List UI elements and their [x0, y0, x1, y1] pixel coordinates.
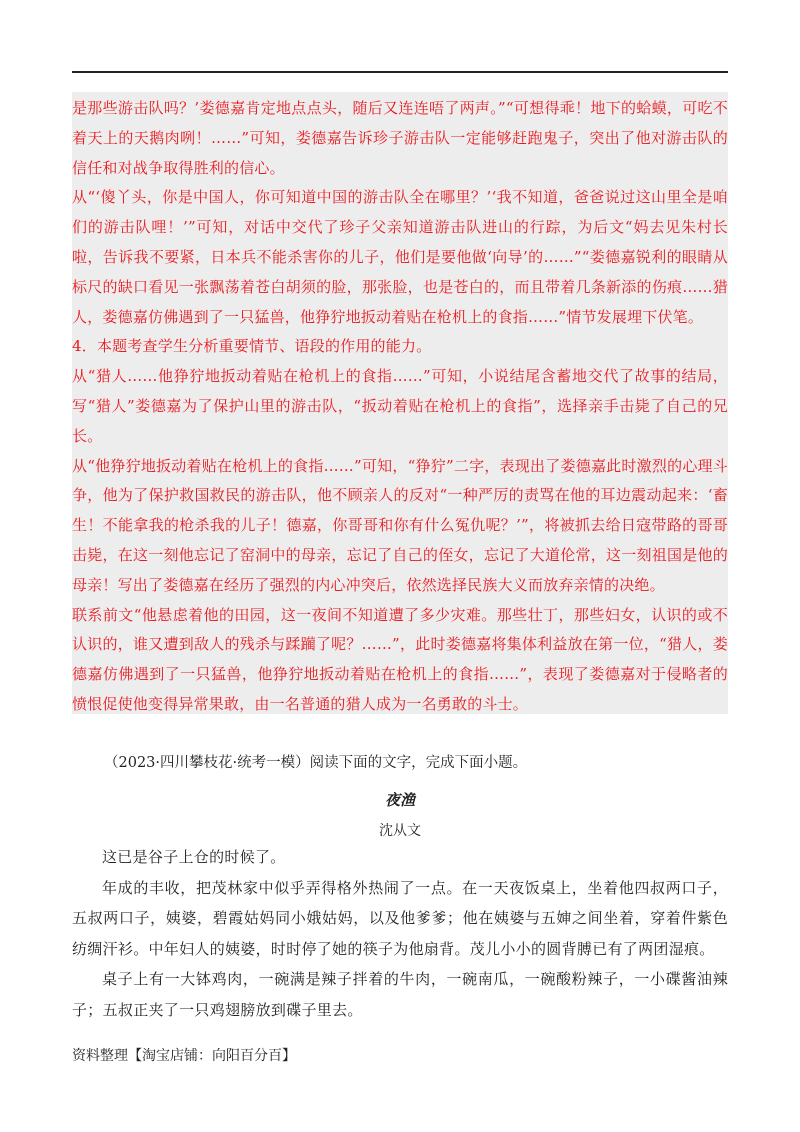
answer-paragraph-6: 联系前文“他悬虑着他的田园，这一夜间不知道遭了多少灾难。那些壮丁，那些妇女，认识的或不认识的，谁又遭到敌人的残杀与蹂躏了呢？……”，此时娄德嘉将集体利益放在第一位，“猎人，娄德嘉仿佛遇到了一只猛兽，他狰狞地扳动着贴在枪机上的食指……”，表现了娄德嘉对于侵略者的愤恨促使他变得异常果敢，由一名普通的猎人成为一名勇敢的斗士。	[72, 605, 728, 713]
answer-paragraph-4: 从“猎人……他狰狞地扳动着贴在枪机上的食指……”可知，小说结尾含蓄地交代了故事的结局，写“猎人”娄德嘉为了保护山里的游击队，“扳动着贴在枪机上的食指”，选择亲手击毙了自己的兄长。	[72, 367, 728, 445]
story-paragraph-1: 这已是谷子上仓的时候了。	[102, 848, 286, 866]
story-paragraph-3: 桌子上有一大钵鸡肉，一碗满是辣子拌着的牛肉，一碗南瓜，一碗酸粉辣子，一小碟酱油辣子；五叔正夹了一只鸡翅膀放到碟子里去。	[72, 970, 728, 1019]
story-author: 沈从文	[379, 823, 421, 839]
answer-paragraph-3: 4．本题考查学生分析重要情节、语段的作用的能力。	[72, 337, 432, 356]
answer-paragraph-1: 是那些游击队吗？’娄德嘉肯定地点点头，随后又连连唔了两声。”“可想得乖！地下的蛤蟆，可吃不着天上的天鹅肉咧！……”可知，娄德嘉告诉珍子游击队一定能够赶跑鬼子，突出了他对游击队的信任和对战争取得胜利的信心。	[72, 99, 728, 177]
story-paragraph-2: 年成的丰收，把茂林家中似乎弄得格外热闹了一点。在一天夜饭桌上，坐着他四叔两口子，五叔两口子，姨婆，碧霞姑妈同小娥姑妈，以及他爹爹；他在姨婆与五婶之间坐着，穿着件紫色纺绸汗衫。中年妇人的姨婆，时时停了她的筷子为他扇背。茂儿小小的圆背膊已有了两团湿痕。	[72, 878, 728, 958]
footer-note: 资料整理【淘宝店铺：向阳百分百】	[72, 1048, 296, 1064]
header-rule	[72, 71, 728, 73]
answer-paragraph-5: 从“他狰狞地扳动着贴在枪机上的食指……”可知，“狰狞”二字，表现出了娄德嘉此时激烈的心理斗争，他为了保护救国救民的游击队，他不顾亲人的反对“一种严厉的责骂在他的耳边震动起来：‘畜生！不能拿我的枪杀我的儿子！德嘉，你哥哥和你有什么冤仇呢？’”，将被抓去给日寇带路的哥哥击毙，在这一刻他忘记了窑洞中的母亲，忘记了自己的侄女，忘记了大道伦常，这一刻祖国是他的母亲！写出了娄德嘉在经历了强烈的内心冲突后，依然选择民族大义而放弃亲情的决绝。	[72, 456, 728, 594]
answer-explanation-box	[72, 92, 728, 714]
answer-paragraph-2: 从“‘傻丫头，你是中国人，你可知道中国的游击队全在哪里？’‘我不知道，爸爸说过这山里全是咱们的游击队哩！’”可知，对话中交代了珍子父亲知道游击队进山的行踪，为后文“妈去见朱村长啦，告诉我不要紧，日本兵不能杀害你的儿子，他们是要他做‘向导’的……”“娄德嘉锐利的眼睛从标尺的缺口看见一张飘荡着苍白胡须的脸，那张脸，也是苍白的，而且带着几条新添的伤痕……猎人，娄德嘉仿佛遇到了一只猛兽，他狰狞地扳动着贴在枪机上的食指……”情节发展埋下伏笔。	[72, 188, 728, 326]
story-title: 夜渔	[384, 791, 415, 809]
question-source: （2023·四川攀枝花·统考一模）阅读下面的文字，完成下面小题。	[104, 755, 528, 771]
story-body	[72, 842, 728, 1025]
